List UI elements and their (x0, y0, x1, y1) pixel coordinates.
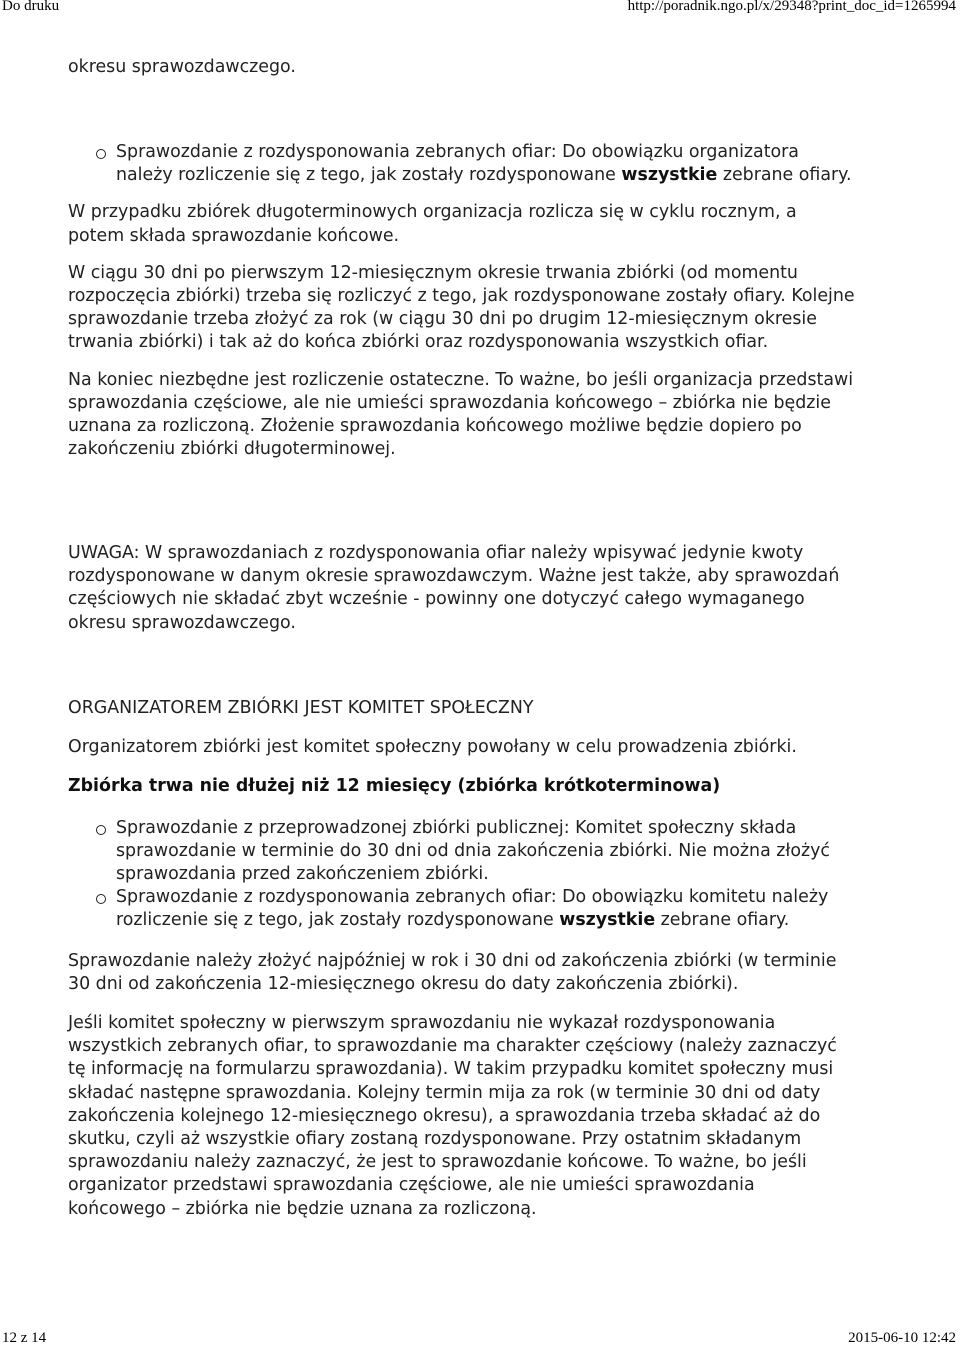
uwaga-note: UWAGA: W sprawozdaniach z rozdysponowania ofiar należy wpisywać jedynie kwoty rozdysponowane w danym okresie sprawozdawczym. Ważne jest także, aby sprawozdań częściowych nie składać zbyt wcześnie - powinny one dotyczyć całego wymaganego okresu sprawozdawczego. (68, 543, 840, 633)
print-timestamp: 2015-06-10 12:42 (848, 1330, 956, 1346)
bullet-list-committee (68, 817, 858, 933)
article-part-1 (68, 56, 858, 79)
print-footer (0, 1330, 960, 1350)
section-heading: ORGANIZATOREM ZBIÓRKI JEST KOMITET SPOŁECZNY (68, 698, 534, 718)
paragraph-long-term: W przypadku zbiórek długoterminowych organizacja rozlicza się w cyklu rocznym, a potem składa sprawozdanie końcowe. (68, 202, 797, 246)
paragraph-30-days: W ciągu 30 dni po pierwszym 12-miesięcznym okresie trwania zbiórki (od momentu rozpoczęcia zbiórki) trzeba się rozliczyć z tego, jak rozdysponowane zostały ofiary. Kolejne sprawozdanie trzeba złożyć za rok (w ciągu 30 dni po drugim 12-miesięcznym okresie trwania zbiórki) i tak aż do końca zbiórki oraz rozdysponowania wszystkich ofiar. (68, 262, 855, 353)
paragraph-continuation: okresu sprawozdawczego. (68, 57, 296, 77)
paragraph-final-settlement: Na koniec niezbędne jest rozliczenie ostateczne. To ważne, bo jeśli organizacja przedstawi sprawozdania częściowe, ale nie umieści sprawozdania końcowego – zbiórka nie będzie uznana za rozliczoną. Złożenie sprawozdania końcowego możliwe będzie dopiero po zakończeniu zbiórki długoterminowej. (68, 369, 854, 460)
print-header-left: Do druku (2, 0, 60, 14)
section-subheading: Zbiórka trwa nie dłużej niż 12 miesięcy (zbiórka krótkoterminowa) (68, 776, 721, 797)
list-item: Sprawozdanie z rozdysponowania zebranych ofiar: Do obowiązku organizatora należy rozliczenie się z tego, jak zostały rozdysponowane wszystkie zebrane ofiary. (116, 141, 858, 187)
paragraph-committee: Organizatorem zbiórki jest komitet społeczny powołany w celu prowadzenia zbiórki. (68, 737, 797, 758)
article-part-4 (68, 697, 858, 1221)
print-header-url: http://poradnik.ngo.pl/x/29348?print_doc_id=1265994 (627, 0, 956, 14)
print-header (0, 0, 960, 18)
paragraph-deadline: Sprawozdanie należy złożyć najpóźniej w rok i 30 dni od zakończenia zbiórki (w terminie 30 dni od zakończenia 12-miesięcznego okresu do daty zakończenia zbiórki). (68, 950, 837, 994)
article-part-2 (68, 141, 858, 461)
list-item: Sprawozdanie z przeprowadzonej zbiórki publicznej: Komitet społeczny składa sprawozdanie w terminie do 30 dni od dnia zakończenia zbiórki. Nie można złożyć sprawozdania przed zakończeniem zbiórki. (116, 817, 858, 887)
paragraph-partial-report: Jeśli komitet społeczny w pierwszym sprawozdaniu nie wykazał rozdysponowania wszystkich zebranych ofiar, to sprawozdanie ma charakter częściowy (należy zaznaczyć tę informację na formularzu sprawozdania). W takim przypadku komitet społeczny musi składać następne sprawozdania. Kolejny termin mija za rok (w terminie 30 dni od daty zakończenia kolejnego 12-miesięcznego okresu), a sprawozdania trzeba składać aż do skutku, czyli aż wszystkie ofiary zostaną rozdysponowane. Przy ostatnim składanym sprawozdaniu należy zaznaczyć, że jest to sprawozdanie końcowe. To ważne, bo jeśli organizator przedstawi sprawozdania częściowe, ale nie umieści sprawozdania końcowego – zbiórka nie będzie uznana za rozliczoną. (68, 1013, 837, 1219)
bullet-list-organizer (68, 141, 858, 187)
page-number: 12 z 14 (2, 1330, 47, 1346)
article-part-3 (68, 542, 858, 635)
list-item: Sprawozdanie z rozdysponowania zebranych ofiar: Do obowiązku komitetu należy rozliczenie się z tego, jak zostały rozdysponowane wszystkie zebrane ofiary. (116, 886, 858, 932)
